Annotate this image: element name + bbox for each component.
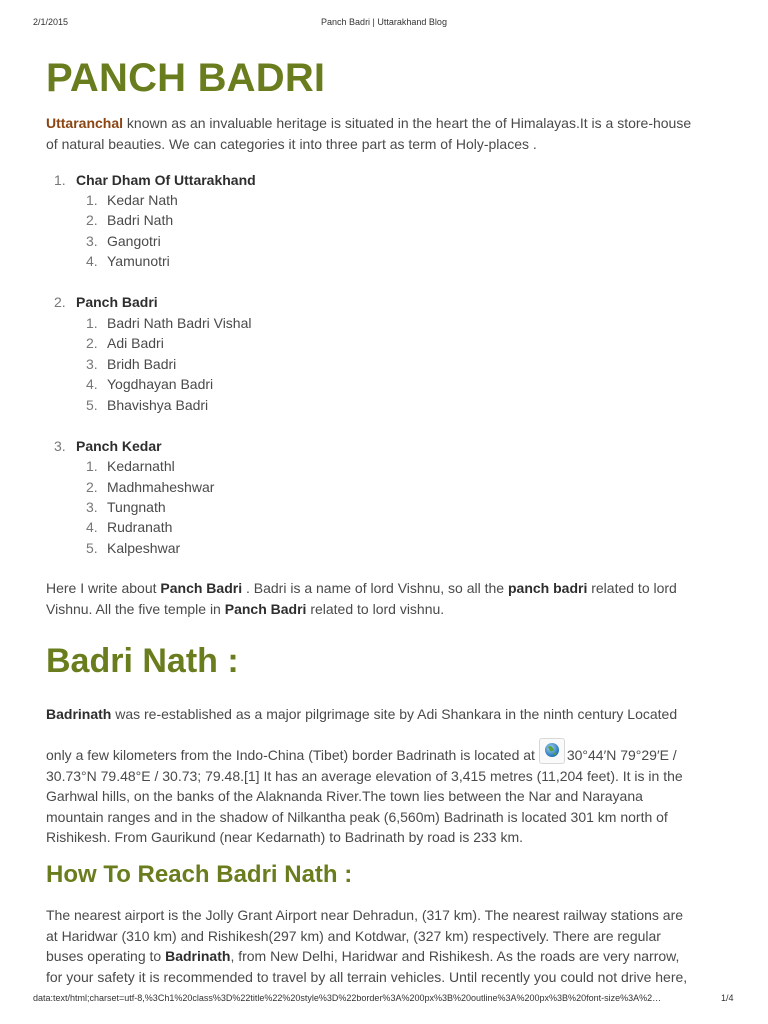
list-number: 1. (54, 172, 66, 188)
list-item-label: Rudranath (107, 519, 173, 535)
section-heading-how-to-reach: How To Reach Badri Nath : (46, 861, 353, 888)
reach-text: at Haridwar (310 km) and Rishikesh(297 km) and Kotdwar, (327 km) respectively. There are regular (46, 927, 661, 944)
about-text: related to lord (587, 580, 677, 596)
badrinath-text: mountain ranges and in the shadow of Nilkantha peak (6,560m) Badrinath is located 301 km north of (46, 808, 668, 825)
list-item-label: Badri Nath (107, 212, 174, 228)
category-title: Char Dham Of Uttarakhand (76, 172, 256, 188)
list-item-label: Badri Nath Badri Vishal (107, 315, 252, 331)
about-paragraph (46, 578, 726, 619)
globe-icon[interactable] (539, 738, 565, 764)
print-header (0, 17, 768, 31)
page-number: 1/4 (721, 993, 734, 1003)
list-item-label: Madhmaheshwar (107, 479, 215, 495)
page-title: PANCH BADRI (46, 56, 326, 100)
reach-text: for your safety it is recommended to travel by all terrain vehicles. Until recently you could not drive here, (46, 968, 688, 985)
reach-paragraph (46, 905, 726, 987)
reach-text: buses operating to (46, 948, 166, 964)
category-title: Panch Badri (76, 294, 158, 310)
intro-text-2: of natural beauties. We can categories it into three part as term of Holy-places . (46, 135, 537, 152)
uttaranchal-link[interactable]: Uttaranchal (46, 115, 124, 131)
print-footer (0, 993, 768, 1007)
list-item-label: Kedar Nath (107, 192, 178, 208)
about-text: Vishnu. All the five temple in (46, 600, 225, 617)
badrinath-text: was re-established as a major pilgrimage site by Adi Shankara in the ninth century Located (111, 706, 678, 722)
badrinath-text: Rishikesh. From Gaurikund (near Kedarnath) to Badrinath by road is 233 km. (46, 829, 524, 845)
reach-text: The nearest airport is the Jolly Grant Airport near Dehradun, (317 km). The nearest railway stations are (46, 907, 684, 923)
list-item-label: Kedarnathl (107, 458, 175, 474)
list-item-label: Yogdhayan Badri (107, 376, 214, 392)
list-item-label: Gangotri (107, 233, 161, 249)
about-text: Here I write about (46, 580, 161, 596)
print-url: data:text/html;charset=utf-8,%3Ch1%20class%3D%22title%22%20style%3D%22border%3A%200px%3B%20outline%3A%200px%3B%20font-size%3A%2… (33, 993, 662, 1003)
about-bold: Panch Badri (224, 600, 307, 617)
list-number: 2. (54, 294, 66, 310)
about-bold: panch badri (507, 580, 588, 596)
reach-text: , from New Delhi, Haridwar and Rishikesh. As the roads are very narrow, (230, 948, 680, 964)
intro-paragraph (46, 113, 726, 154)
badrinath-paragraph-lead (46, 704, 726, 725)
print-page-title: Panch Badri | Uttarakhand Blog (321, 17, 447, 27)
section-heading-badrinath: Badri Nath : (46, 642, 239, 680)
reach-bold: Badrinath (165, 948, 231, 964)
coordinates-link[interactable]: 30°44′N 79°29′E / (566, 747, 677, 763)
badrinath-text: only a few kilometers from the Indo-China (Tibet) border Badrinath is located at (46, 747, 539, 763)
print-date: 2/1/2015 (33, 17, 69, 27)
list-item-label: Adi Badri (107, 335, 164, 351)
intro-text-1: known as an invaluable heritage is situated in the heart the of Himalayas.It is a store-house (123, 115, 692, 131)
about-bold: Panch Badri (160, 580, 243, 596)
badrinath-text: 30.73°N 79.48°E / 30.73; 79.48.[1] It has an average elevation of 3,415 metres (11,204 feet). It is in the (46, 767, 683, 784)
about-text: . Badri is a name of lord Vishnu, so all the (242, 580, 508, 596)
category-title: Panch Kedar (76, 438, 162, 454)
list-number: 3. (54, 438, 66, 454)
list-item-label: Yamunotri (107, 253, 170, 269)
list-item-label: Tungnath (107, 499, 166, 515)
list-item-label: Bhavishya Badri (107, 397, 209, 413)
badrinath-bold: Badrinath (46, 706, 112, 722)
about-text: related to lord vishnu. (306, 600, 445, 617)
list-item-label: Bridh Badri (107, 356, 177, 372)
badrinath-text: Garhwal hills, on the banks of the Alaknanda River.The town lies between the Nar and Narayana (46, 788, 643, 804)
list-item-label: Kalpeshwar (107, 540, 181, 556)
badrinath-paragraph (46, 738, 726, 848)
